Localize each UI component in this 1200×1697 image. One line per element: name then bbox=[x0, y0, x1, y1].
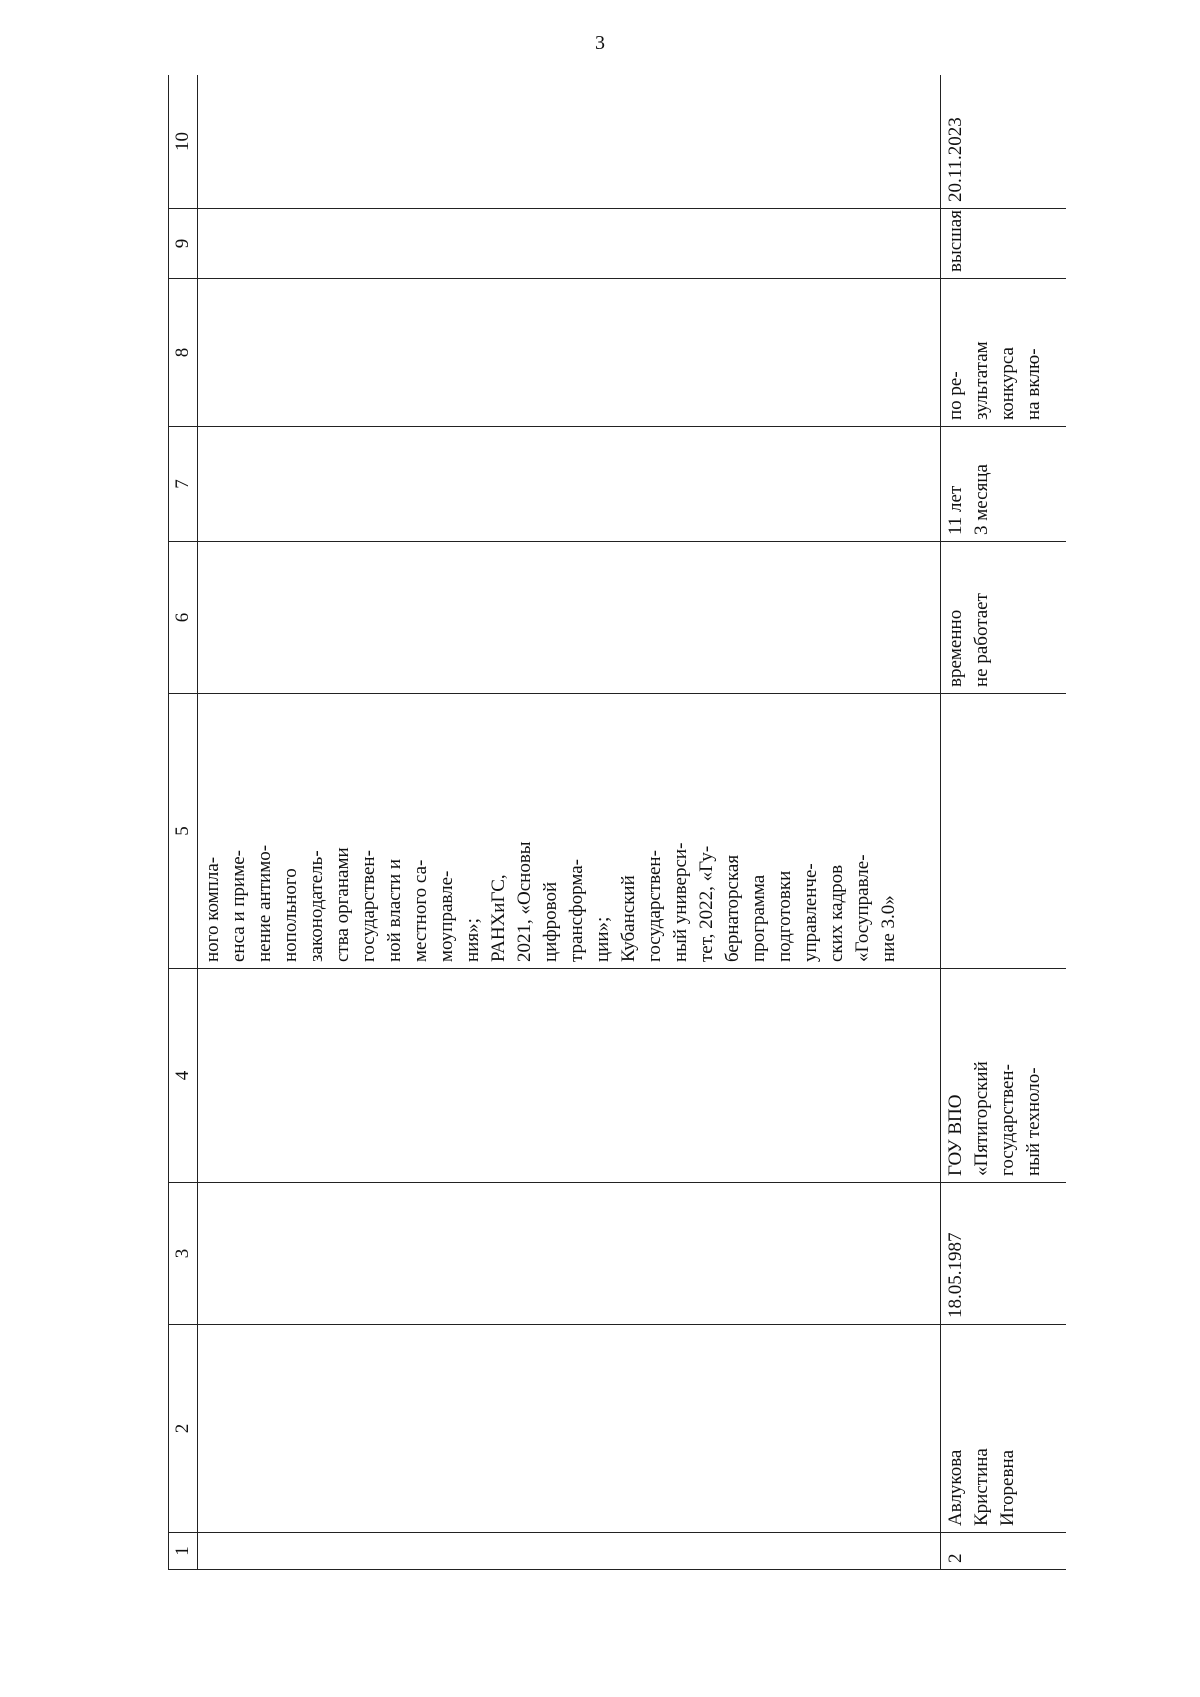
header-cell-4: 4 bbox=[169, 969, 198, 1183]
table-row bbox=[941, 75, 1067, 1570]
header-cell-2: 2 bbox=[169, 1325, 198, 1533]
full-name-cell: Авлукова Кристина Игоревна bbox=[941, 1325, 1067, 1533]
header-cell-9: 9 bbox=[169, 209, 198, 279]
experience-cell: 11 лет 3 месяца bbox=[941, 427, 1067, 542]
cell bbox=[198, 75, 941, 209]
rotated-table-wrapper bbox=[168, 75, 1066, 1570]
header-cell-6: 6 bbox=[169, 542, 198, 694]
header-cell-5: 5 bbox=[169, 694, 198, 969]
header-cell-1: 1 bbox=[169, 1533, 198, 1570]
basis-cell: по ре- зультатам конкурса на вклю- bbox=[941, 279, 1067, 427]
header-cell-7: 7 bbox=[169, 427, 198, 542]
workplace-cell: временно не работает bbox=[941, 542, 1067, 694]
cell bbox=[198, 542, 941, 694]
header-cell-3: 3 bbox=[169, 1183, 198, 1325]
header-row bbox=[169, 75, 198, 1570]
cell bbox=[198, 1183, 941, 1325]
row-number-cell: 2 bbox=[941, 1533, 1067, 1570]
training-continuation-cell: ного компла- енса и приме- нение антимо- нопольного законодатель- ства органами государствен- ной власти и местного са- моуправле- ния»; РАНХиГС, 2021, «Основы цифровой трансформа- ции»; Кубанский государствен- ный универси- тет, 2022, «Гу- бернаторская программа подготовки управленче- ских кадров «Госуправле- ние 3.0» bbox=[198, 694, 941, 969]
cell bbox=[198, 427, 941, 542]
cell bbox=[198, 1325, 941, 1533]
candidates-table bbox=[168, 75, 1066, 1570]
birth-date-cell: 18.05.1987 bbox=[941, 1183, 1067, 1325]
cell bbox=[198, 279, 941, 427]
training-cell bbox=[941, 694, 1067, 969]
cell bbox=[198, 1533, 941, 1570]
page-number: 3 bbox=[595, 32, 605, 54]
table-row bbox=[198, 75, 941, 1570]
cell bbox=[198, 969, 941, 1183]
header-cell-10: 10 bbox=[169, 75, 198, 209]
date-cell: 20.11.2023 bbox=[941, 75, 1067, 209]
cell bbox=[198, 209, 941, 279]
header-cell-8: 8 bbox=[169, 279, 198, 427]
level-cell: высшая bbox=[941, 209, 1067, 279]
table-frame bbox=[168, 75, 1066, 1570]
education-cell: ГОУ ВПО «Пятигорский государствен- ный техноло- bbox=[941, 969, 1067, 1183]
